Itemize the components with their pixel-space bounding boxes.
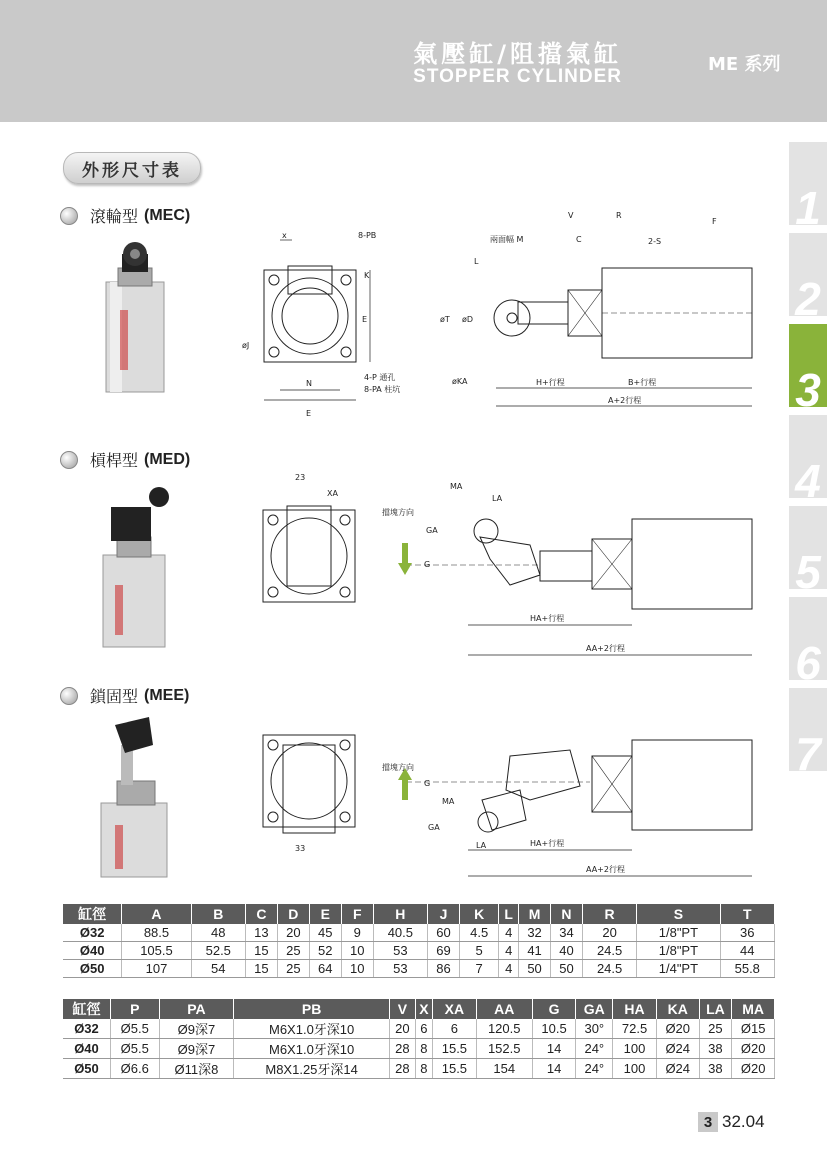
mee-front-view [255, 725, 365, 860]
col-header: F [341, 904, 373, 924]
bullet-icon [60, 207, 78, 225]
col-header: K [459, 904, 498, 924]
bullet-icon [60, 687, 78, 705]
col-header: 缸徑 [63, 904, 122, 924]
svg-text:擋塊方向: 擋塊方向 [382, 508, 414, 517]
col-header: H [373, 904, 427, 924]
chapter-tab-5[interactable]: 5 [789, 506, 827, 589]
col-header: XA [432, 999, 476, 1019]
svg-text:LA: LA [476, 841, 487, 850]
col-header: P [110, 999, 159, 1019]
svg-text:AA+2行程: AA+2行程 [586, 644, 625, 653]
mec-product-photo [90, 240, 180, 400]
col-header: X [415, 999, 432, 1019]
svg-text:LA: LA [492, 494, 503, 503]
svg-text:F: F [712, 217, 717, 226]
svg-text:B+行程: B+行程 [628, 378, 657, 387]
svg-text:G: G [424, 779, 431, 788]
svg-text:H+行程: H+行程 [536, 378, 565, 387]
svg-text:L: L [474, 257, 479, 266]
svg-text:R: R [616, 211, 622, 220]
col-header: L [499, 904, 519, 924]
svg-text:XA: XA [327, 489, 338, 498]
svg-text:GA: GA [426, 526, 438, 535]
svg-text:E: E [362, 315, 368, 324]
svg-text:兩面幅 M: 兩面幅 M [490, 235, 524, 244]
svg-text:øD: øD [462, 315, 474, 324]
type-heading-mee: 鎖固型 (MEE) [60, 684, 189, 707]
col-header: T [720, 904, 774, 924]
svg-text:8-PB: 8-PB [358, 231, 377, 240]
svg-text:8-PA 柱坑: 8-PA 柱坑 [364, 385, 401, 394]
col-header: KA [656, 999, 699, 1019]
dimension-table-2 [63, 999, 775, 1079]
col-header: PB [234, 999, 390, 1019]
table-row: Ø50 107 54 15 25 64 10 53 86 7 4 50 50 24.5 1/4"PT 55.8 [63, 960, 775, 978]
table-row: Ø32 88.5 48 13 20 45 9 40.5 60 4.5 4 32 34 20 1/8"PT 36 [63, 924, 775, 942]
svg-text:K: K [364, 271, 370, 280]
col-header: G [532, 999, 576, 1019]
header-title-en: STOPPER CYLINDER [413, 66, 622, 87]
svg-text:A+2行程: A+2行程 [608, 396, 642, 405]
med-front-view [255, 470, 370, 620]
svg-text:G: G [424, 560, 431, 569]
col-header: S [637, 904, 720, 924]
dimension-table-1 [63, 904, 775, 978]
svg-text:2-S: 2-S [648, 237, 662, 246]
svg-text:4-P 通孔: 4-P 通孔 [364, 373, 396, 382]
svg-text:C: C [576, 235, 582, 244]
svg-text:HA+行程: HA+行程 [530, 839, 565, 848]
footer-chapter: 3 [698, 1112, 718, 1132]
chapter-tab-7[interactable]: 7 [789, 688, 827, 771]
type-heading-mec: 滾輪型 (MEC) [60, 204, 190, 227]
col-header: B [191, 904, 245, 924]
med-side-view [380, 475, 760, 670]
svg-text:N: N [306, 379, 312, 388]
table-row: Ø40 105.5 52.5 15 25 52 10 53 69 5 4 41 40 24.5 1/8"PT 44 [63, 942, 775, 960]
page-header [0, 0, 827, 122]
svg-text:AA+2行程: AA+2行程 [586, 865, 625, 874]
chapter-tab-1[interactable]: 1 [789, 142, 827, 225]
chapter-tab-2[interactable]: 2 [789, 233, 827, 316]
col-header: D [277, 904, 309, 924]
mee-product-photo [95, 715, 190, 880]
type-heading-med: 槓桿型 (MED) [60, 448, 190, 471]
col-header: MA [732, 999, 775, 1019]
col-header: LA [699, 999, 732, 1019]
header-title-cn: 氣壓缸/阻擋氣缸 [413, 40, 622, 68]
col-header: PA [159, 999, 234, 1019]
page-footer [698, 1112, 765, 1132]
svg-text:E: E [306, 409, 312, 418]
col-header: C [245, 904, 277, 924]
svg-text:øJ: øJ [242, 341, 250, 350]
col-header: HA [613, 999, 657, 1019]
table-row: Ø40 Ø5.5 Ø9深7 M6X1.0牙深10 28 8 15.5 152.5 14 24° 100 Ø24 38 Ø20 [63, 1039, 775, 1059]
col-header: E [309, 904, 341, 924]
mec-side-view [440, 210, 760, 420]
footer-page-number: 32.04 [722, 1112, 765, 1131]
header-series: ME 系列 [708, 54, 781, 75]
col-header: M [519, 904, 551, 924]
svg-text:擋塊方向: 擋塊方向 [382, 763, 414, 772]
svg-text:23: 23 [295, 473, 306, 482]
col-header: J [428, 904, 460, 924]
svg-text:MA: MA [450, 482, 463, 491]
bullet-icon [60, 451, 78, 469]
svg-text:x: x [282, 231, 287, 240]
svg-text:HA+行程: HA+行程 [530, 614, 565, 623]
svg-text:V: V [568, 211, 574, 220]
col-header: 缸徑 [63, 999, 110, 1019]
col-header: AA [476, 999, 532, 1019]
svg-text:øT: øT [440, 315, 450, 324]
col-header: A [122, 904, 191, 924]
mee-side-view [380, 730, 760, 890]
med-product-photo [95, 485, 185, 655]
chapter-tab-3[interactable]: 3 [789, 324, 827, 407]
section-title: 外形尺寸表 [63, 152, 201, 184]
chapter-tab-4[interactable]: 4 [789, 415, 827, 498]
col-header: GA [576, 999, 613, 1019]
svg-text:GA: GA [428, 823, 440, 832]
chapter-tab-6[interactable]: 6 [789, 597, 827, 680]
svg-text:33: 33 [295, 844, 306, 853]
svg-text:øKA: øKA [452, 377, 468, 386]
col-header: N [551, 904, 583, 924]
table-row: Ø32 Ø5.5 Ø9深7 M6X1.0牙深10 20 6 6 120.5 10.5 30° 72.5 Ø20 25 Ø15 [63, 1019, 775, 1039]
col-header: V [390, 999, 416, 1019]
col-header: R [582, 904, 636, 924]
table-row: Ø50 Ø6.6 Ø11深8 M8X1.25牙深14 28 8 15.5 154 14 24° 100 Ø24 38 Ø20 [63, 1059, 775, 1079]
svg-text:MA: MA [442, 797, 455, 806]
mec-front-view [240, 230, 401, 430]
